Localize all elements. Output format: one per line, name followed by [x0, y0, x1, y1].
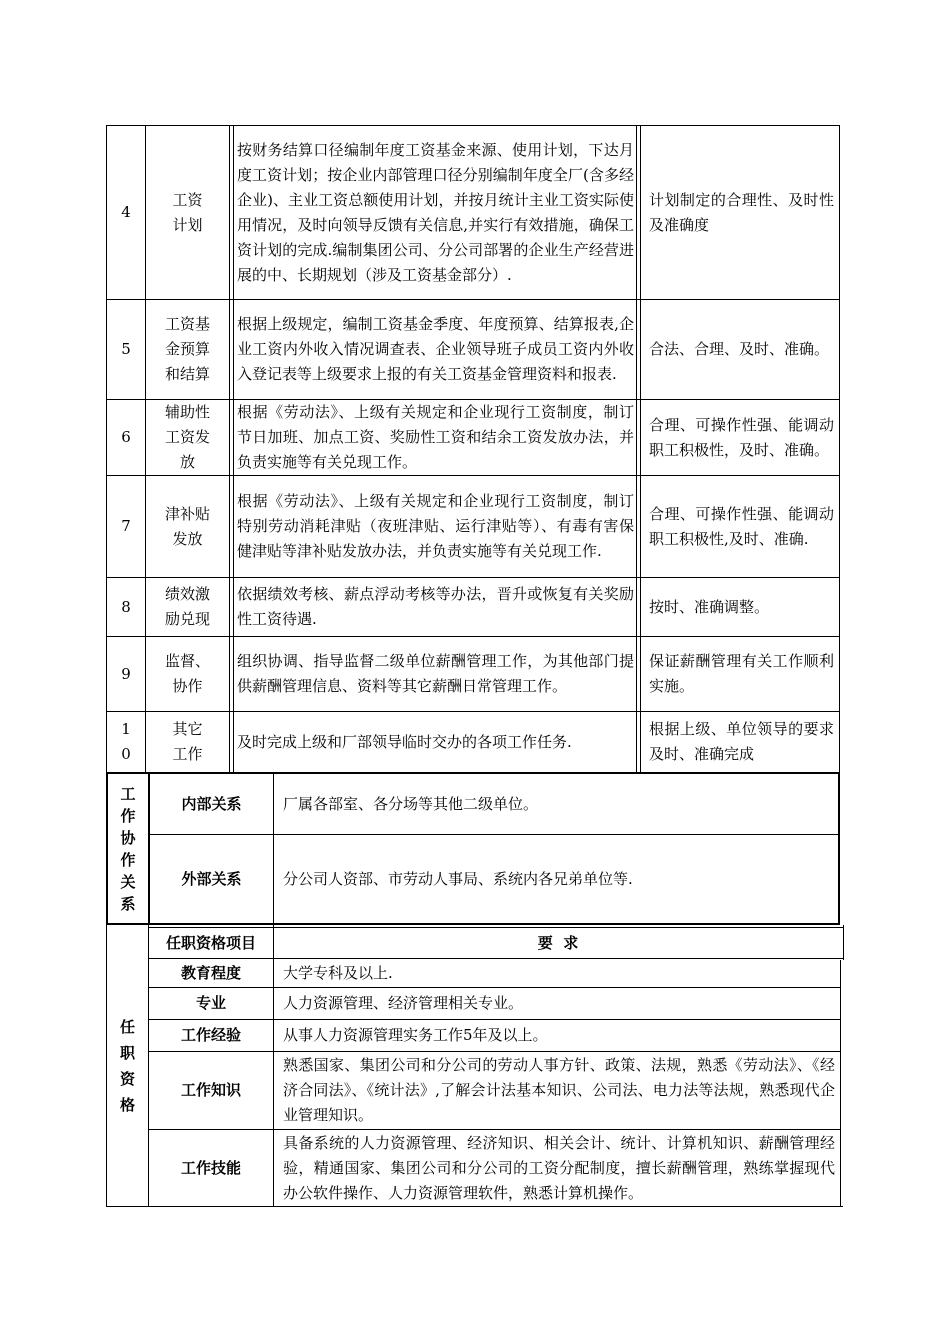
- duty-name: 工资 计划: [172, 190, 203, 234]
- duty-number: 1 0: [121, 720, 131, 763]
- duty-content: 根据《劳动法》、上级有关规定和企业现行工资制度，制订节日加班、加点工资、奖励性工资和结余工资发放办法，并负责实施等有关兑现工作。: [237, 403, 634, 471]
- qualification-label: 工作知识: [180, 1081, 241, 1099]
- qualification-label: 教育程度: [180, 963, 241, 982]
- qualification-value: 具备系统的人力资源管理、经济知识、相关会计、统计、计算机知识、薪酬管理经验，精通国家、集团公司和分公司的工资分配制度，擅长薪酬管理，熟练掌握现代办公软件操作、人力资源管理软件，熟悉计算机操作。: [283, 1133, 835, 1202]
- requirement-header: 要 求: [537, 933, 579, 952]
- cooperation-title: 工 作 协 作 关 系: [120, 785, 136, 913]
- internal-relation-label: 内部关系: [181, 795, 242, 813]
- duty-standard: 保证薪酬管理有关工作顺利实施。: [649, 652, 834, 695]
- external-relation-label: 外部关系: [181, 869, 242, 888]
- duty-content: 根据《劳动法》、上级有关规定和企业现行工资制度，制订特别劳动消耗津贴（夜班津贴、运行津贴等）、有毒有害保健津贴等津补贴发放办法，并负责实施等有关兑现工作.: [237, 492, 634, 560]
- qualification-title: 任 职 资 格: [119, 1018, 135, 1114]
- duty-name: 监督、 协作: [164, 652, 210, 695]
- qualification-value: 人力资源管理、经济管理相关专业。: [283, 994, 524, 1012]
- duty-name: 辅助性 工资发 放: [164, 403, 210, 471]
- duty-number: 7: [121, 517, 131, 535]
- qualification-value: 从事人力资源管理实务工作5年及以上。: [283, 1026, 548, 1044]
- duty-number: 5: [121, 340, 131, 358]
- duty-name: 绩效激 励兑现: [164, 585, 210, 628]
- qualification-label: 工作技能: [180, 1158, 241, 1177]
- duty-standard: 合理、可操作性强、能调动职工积极性,及时、准确.: [649, 504, 834, 548]
- internal-relation-value: 厂属各部室、各分场等其他二级单位。: [283, 795, 539, 813]
- duty-name: 津补贴 发放: [164, 504, 210, 548]
- duty-content: 根据上级规定，编制工资基金季度、年度预算、结算报表,企业工资内外收入情况调查表、企业领导班子成员工资内外收入登记表等上级要求上报的有关工资基金管理资料和报表.: [237, 315, 634, 383]
- duty-standard: 按时、准确调整。: [649, 597, 770, 616]
- duty-name: 工资基 金预算 和结算: [164, 315, 210, 383]
- external-relation-value: 分公司人资部、市劳动人事局、系统内各兄弟单位等.: [283, 869, 633, 888]
- duty-number: 6: [121, 428, 131, 446]
- duty-standard: 计划制定的合理性、及时性及准确度: [649, 190, 834, 234]
- duty-name: 其它 工作: [172, 720, 203, 763]
- duty-content: 及时完成上级和厂部领导临时交办的各项工作任务.: [237, 732, 572, 751]
- duty-number: 4: [121, 203, 131, 221]
- qualification-label: 专业: [195, 994, 226, 1012]
- qualification-value: 熟悉国家、集团公司和分公司的劳动人事方针、政策、法规，熟悉《劳动法》、《经济合同法》、《统计法》,了解会计法基本知识、公司法、电力法等法规，熟悉现代企业管理知识。: [283, 1056, 835, 1124]
- duty-number: 9: [121, 664, 131, 683]
- duty-standard: 合理、可操作性强、能调动职工积极性，及时、准确。: [649, 415, 834, 459]
- duty-content: 按财务结算口径编制年度工资基金来源、使用计划，下达月度工资计划；按企业内部管理口径分别编制年度全厂(含多经企业)、主业工资总额使用计划，并按月统计主业工资实际使用情况，及时向领导反馈有关信息,并实行有效措施，确保工资计划的完成.编制集团公司、分公司部署的企业生产经营进展的中、长期规划（涉及工资基金部分）.: [237, 140, 634, 284]
- duty-content: 组织协调、指导监督二级单位薪酬管理工作，为其他部门提供薪酬管理信息、资料等其它薪酬日常管理工作。: [237, 652, 634, 695]
- qualification-value: 大学专科及以上.: [283, 963, 393, 982]
- duty-content: 依据绩效考核、薪点浮动考核等办法，晋升或恢复有关奖励性工资待遇.: [237, 585, 634, 628]
- qualification-item-header: 任职资格项目: [165, 933, 256, 952]
- duty-number: 8: [121, 597, 131, 616]
- duty-standard: 根据上级、单位领导的要求及时、准确完成: [649, 720, 834, 763]
- duty-standard: 合法、合理、及时、准确。: [649, 340, 830, 358]
- qualification-label: 工作经验: [180, 1026, 241, 1044]
